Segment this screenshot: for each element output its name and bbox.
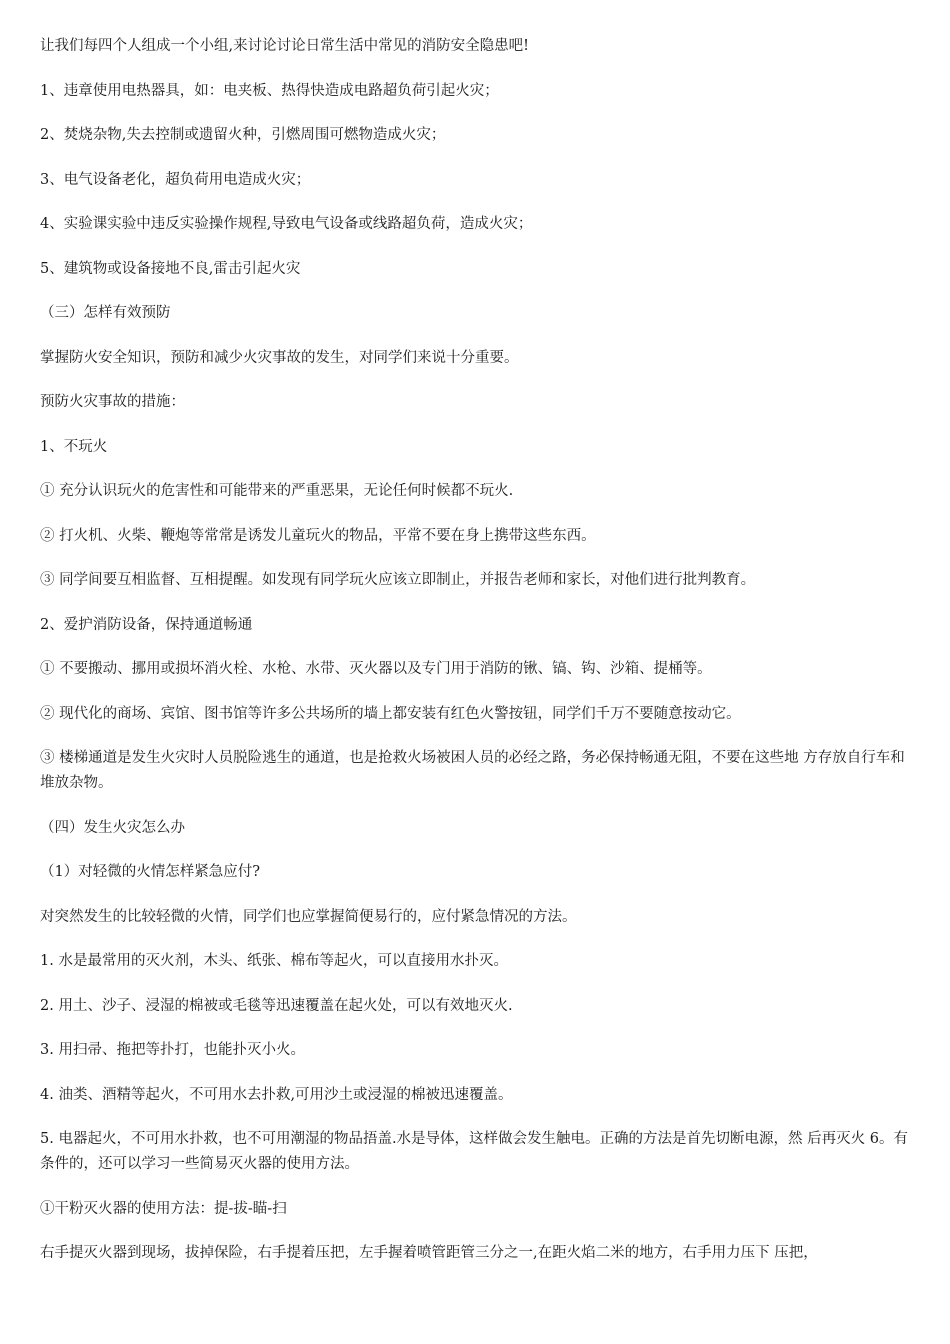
paragraph-extinguisher-usage: 右手提灭火器到现场，拔掉保险，右手提着压把，左手握着喷管距管三分之一,在距火焰二米的地方，右手用力压下 压把，: [40, 1245, 818, 1261]
list-item-method-3: 3. 用扫帚、拖把等扑打，也能扑灭小火。: [40, 1042, 305, 1058]
list-item-equipment-1: ① 不要搬动、挪用或损坏消火栓、水枪、水带、灭火器以及专门用于消防的锹、镐、钩、沙箱、提桶等。: [40, 661, 712, 677]
paragraph-hazard-2: 2、焚烧杂物,失去控制或遗留火种，引燃周围可燃物造成火灾；: [40, 127, 446, 143]
list-item-method-2: 2. 用土、沙子、浸湿的棉被或毛毯等迅速覆盖在起火处，可以有效地灭火.: [40, 997, 513, 1014]
paragraph-hazard-5: 5、建筑物或设备接地不良,雷击引起火灾: [40, 260, 301, 277]
subheading-minor-fire: （1）对轻微的火情怎样紧急应付?: [40, 864, 260, 880]
subheading-no-playing-fire: 1、不玩火: [40, 438, 108, 455]
list-item-equipment-2: ② 现代化的商场、宾馆、图书馆等许多公共场所的墙上都安装有红色火警按钮，同学们千万不要随意按动它。: [40, 705, 741, 722]
list-item-method-1: 1. 水是最常用的灭火剂，木头、纸张、棉布等起火，可以直接用水扑灭。: [40, 953, 508, 969]
paragraph-hazard-4: 4、实验课实验中违反实验操作规程,导致电气设备或线路超负荷，造成火灾；: [40, 216, 533, 232]
section-heading-fire-response: （四）发生火灾怎么办: [40, 819, 185, 836]
paragraph-intro: 让我们每四个人组成一个小组,来讨论讨论日常生活中常见的消防安全隐患吧!: [40, 38, 529, 54]
paragraph-hazard-1: 1、违章使用电热器具，如：电夹板、热得快造成电路超负荷引起火灾；: [40, 82, 499, 99]
subheading-extinguisher: ①干粉灭火器的使用方法：提-拔-瞄-扫: [40, 1200, 287, 1217]
section-heading-prevention: （三）怎样有效预防: [40, 305, 171, 321]
list-item-method-5: 5. 电器起火，不可用水扑救，也不可用潮湿的物品捂盖.水是导体，这样做会发生触电。正确的方法是首先切断电源，然 后再灭火 6。有条件的，还可以学习一些简易灭火器的使用方法。: [40, 1131, 908, 1172]
list-item-equipment-3: ③ 楼梯通道是发生火灾时人员脱险逃生的通道，也是抢救火场被困人员的必经之路，务必保持畅通无阻，不要在这些地 方存放自行车和堆放杂物。: [40, 750, 905, 791]
paragraph-prevention-intro: 掌握防火安全知识，预防和减少火灾事故的发生，对同学们来说十分重要。: [40, 349, 519, 366]
list-item-no-fire-3: ③ 同学间要互相监督、互相提醒。如发现有同学玩火应该立即制止，并报告老师和家长，对他们进行批判教育。: [40, 572, 756, 588]
paragraph-hazard-3: 3、电气设备老化，超负荷用电造成火灾；: [40, 171, 311, 188]
paragraph-measures-heading: 预防火灾事故的措施：: [40, 394, 185, 410]
list-item-no-fire-1: ① 充分认识玩火的危害性和可能带来的严重恶果，无论任何时候都不玩火.: [40, 483, 514, 499]
list-item-method-4: 4. 油类、酒精等起火，不可用水去扑救,可用沙土或浸湿的棉被迅速覆盖。: [40, 1086, 513, 1103]
paragraph-minor-fire-intro: 对突然发生的比较轻微的火情，同学们也应掌握简便易行的，应付紧急情况的方法。: [40, 908, 577, 925]
subheading-protect-equipment: 2、爱护消防设备，保持通道畅通: [40, 616, 253, 633]
list-item-no-fire-2: ② 打火机、火柴、鞭炮等常常是诱发儿童玩火的物品，平常不要在身上携带这些东西。: [40, 527, 596, 544]
